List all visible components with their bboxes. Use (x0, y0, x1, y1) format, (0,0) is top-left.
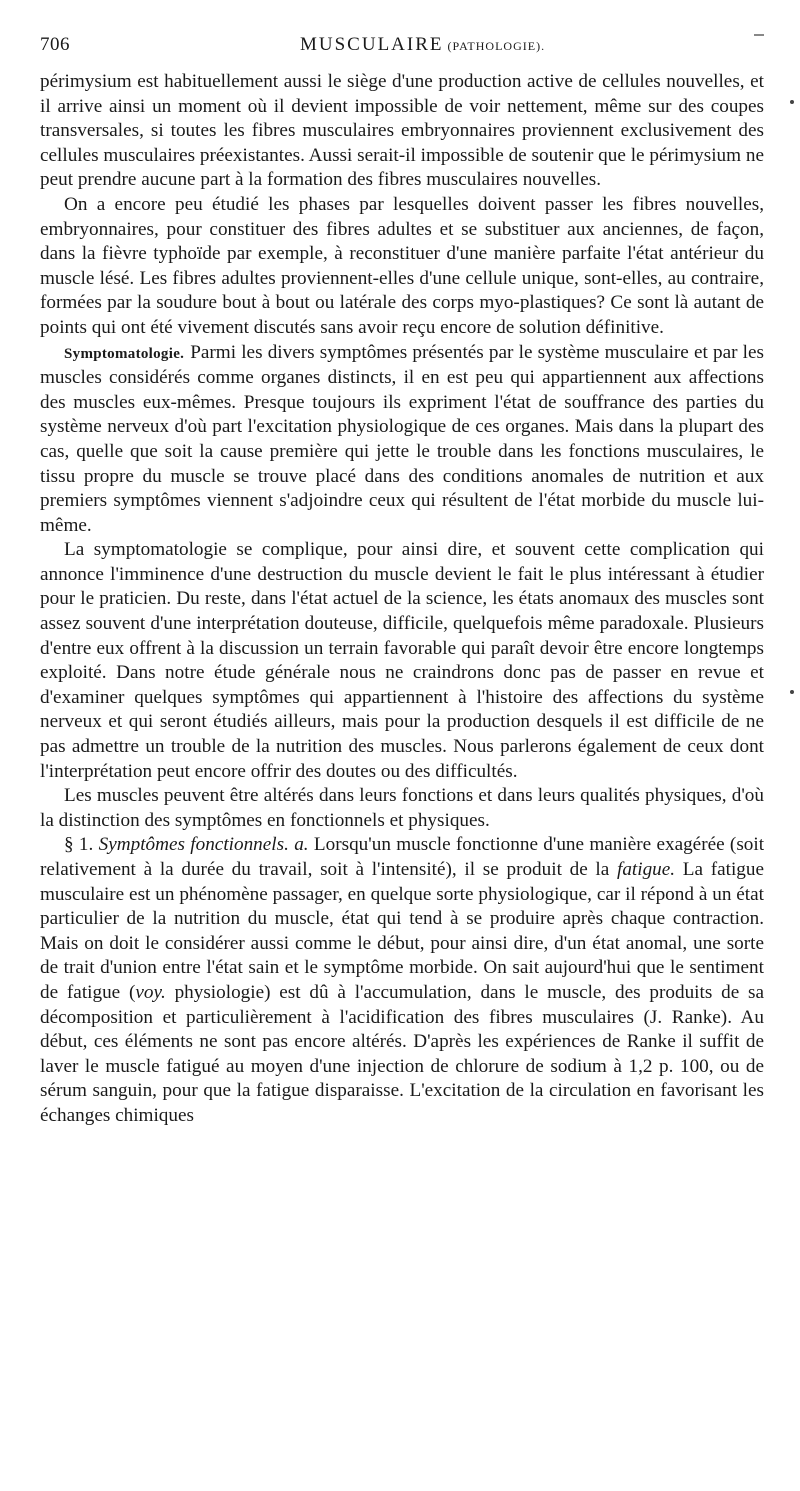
subsection-heading: Symptômes fonctionnels. (98, 834, 289, 856)
reference-voy: voy. (135, 981, 166, 1003)
running-subtitle: (PATHOLOGIE). (447, 39, 546, 53)
paragraph-6-text-a: Lorsqu'un muscle fonctionne d'une manière exagérée (soit relativement à la durée du travail, soit à l'intensité), il se produit de la (40, 834, 765, 880)
section-heading: Symptomatologie. (64, 345, 185, 362)
paragraph-symptomes-fonctionnels (40, 833, 764, 1128)
paragraph-2-text: On a encore peu étudié les phases par lesquelles doivent passer les fibres nouvelles, embryonnaires, pour constituer des fibres adultes et se substituer aux anciennes, de façon, dans la fièvre typhoïde par exemple, à reconstituer d'une manière parfaite l'état antérieur du muscle lésé. Les fibres adultes proviennent-elles d'une cellule unique, sont-elles, au contraire, formées par la soudure bout à bout ou latérale des corps myo-plastiques? Ce sont là autant de points qui ont été vivement discutés sans avoir reçu encore de solution définitive. (40, 193, 764, 338)
paragraph-4-text: La symptomatologie se complique, pour ainsi dire, et souvent cette complication qui annonce l'imminence d'une destruction du muscle devient le fait le plus intéressant à étudier pour le praticien. Du reste, dans l'état actuel de la science, les états anomaux des muscles sont assez souvent d'une interprétation douteuse, difficile, quelquefois même paradoxale. Plusieurs d'entre eux offrent à la discussion un terrain favorable qui paraît devoir être encore longtemps exploité. Dans notre étude générale nous ne craindrons donc pas de passer en revue et d'examiner quelques symptômes qui appartiennent à l'histoire des affections du système nerveux et qui seront étudiés ailleurs, mais pour la production desquels il est difficile de ne pas admettre un trouble de la nutrition des muscles. Nous parlerons également de ceux dont l'interprétation peut encore offrir des doutes ou des difficultés. (40, 539, 764, 782)
paragraph-continued (40, 70, 764, 193)
paragraph-symptomatologie (40, 341, 764, 539)
margin-speck (790, 690, 794, 694)
paragraph-6-text-c: physiologie) est dû à l'accumulation, dans le muscle, des produits de sa décomposition et particulièrement à l'acidification des fibres musculaires (J. Ranke). Au début, ces éléments ne sont pas encore altérés. D'après les expériences de Ranke il suffit de laver le muscle fatigué au moyen d'une injection de chlorure de sodium à 1,2 p. 100, ou de sérum sanguin, pour que la fatigue disparaisse. L'excitation de la circulation en favorisant les échanges chimiques (40, 981, 764, 1126)
corner-mark (754, 34, 764, 36)
section-number: § 1. (64, 834, 94, 856)
margin-speck (790, 100, 794, 104)
paragraph-3-text: Parmi les divers symptômes présentés par le système musculaire et par les muscles considérés comme organes distincts, il en est peu qui appartiennent aux affections des muscles eux-mêmes. Presque toujours ils expriment l'état de souffrance des parties du système nerveux d'où part l'excitation physiologique de ces organes. Mais dans la plupart des cas, quelle que soit la cause première qui jette le trouble dans les fonctions musculaires, le tissu propre du muscle se trouve placé dans des conditions anomales de nutrition et aux premiers symptômes viennent s'adjoindre ceux qui résultent de l'état morbide du muscle lui-même. (40, 341, 764, 536)
term-fatigue: fatigue. (616, 859, 676, 880)
paragraph (40, 784, 764, 833)
page-number: 706 (40, 34, 70, 55)
page-header (40, 34, 764, 62)
paragraph (40, 193, 764, 341)
paragraph (40, 538, 764, 784)
paragraph-1-text: périmysium est habituellement aussi le siège d'une production active de cellules nouvelles, et il arrive ainsi un moment où il devient impossible de voir nettement, même sur des coupes transversales, si toutes les fibres musculaires embryonnaires proviennent exclusivement des cellules musculaires préexistantes. Aussi serait-il impossible de soutenir que le périmysium ne peut prendre aucune part à la formation des fibres musculaires nouvelles. (40, 71, 764, 191)
running-title: MUSCULAIRE (300, 34, 444, 55)
subsection-letter: a. (294, 834, 309, 856)
paragraph-5-text: Les muscles peuvent être altérés dans leurs fonctions et dans leurs qualités physiques, d'où la distinction des symptômes en fonctionnels et physiques. (40, 785, 764, 831)
body-text (40, 70, 764, 1129)
paragraph-6-text-b: La fatigue musculaire est un phénomène passager, en quelque sorte physiologique, car il répond à un état particulier de la nutrition du muscle, état qui tend à se produire après chaque contraction. Mais on doit le considérer aussi comme le début, pour ainsi dire, d'un état anomal, une sorte de trait d'union entre l'état sain et le symptôme morbide. On sait aujourd'hui que le sentiment de fatigue ( (40, 859, 765, 1003)
